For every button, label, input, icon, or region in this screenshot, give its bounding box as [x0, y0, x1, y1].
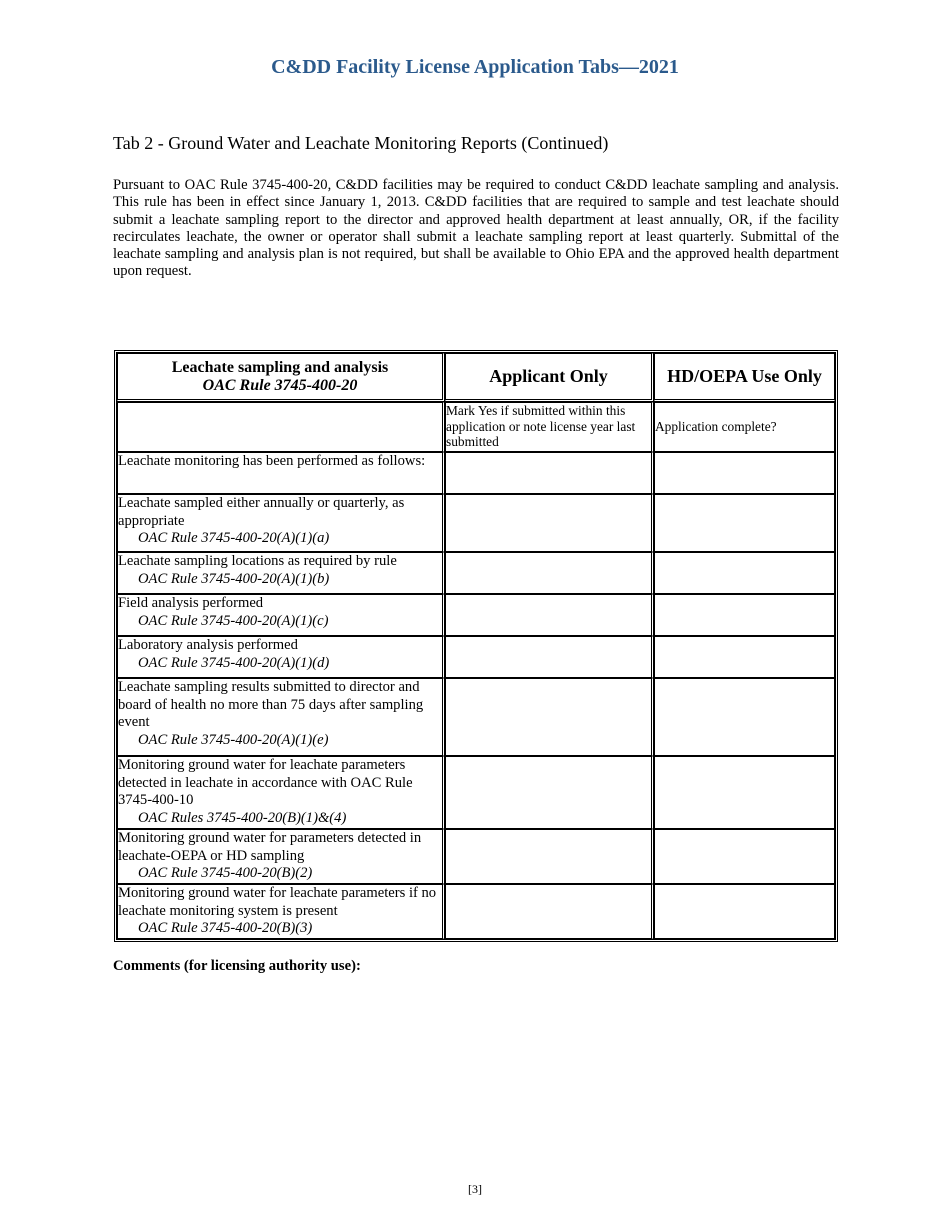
requirement-cell — [117, 756, 445, 829]
requirement-text: Leachate sampled either annually or quarterly, as appropriate — [118, 495, 405, 529]
requirement-text: Leachate monitoring has been performed as follows: — [118, 453, 426, 469]
requirement-rule: OAC Rule 3745-400-20(A)(1)(d) — [138, 654, 330, 671]
requirement-rule: OAC Rule 3745-400-20(A)(1)(a) — [138, 530, 330, 546]
applicant-entry-cell[interactable] — [445, 829, 654, 884]
col3-header — [654, 353, 835, 402]
requirement-text: Monitoring ground water for parameters detected in leachate-OEPA or HD sampling — [118, 830, 422, 864]
application-complete-label: Application complete? — [654, 402, 835, 452]
requirement-cell — [117, 594, 445, 636]
col1-rule: OAC Rule 3745-400-20 — [202, 376, 358, 394]
applicant-entry-cell[interactable] — [445, 452, 654, 494]
table-subheader-row — [117, 402, 835, 452]
reviewer-entry-cell[interactable] — [654, 678, 835, 756]
table-row — [117, 452, 835, 494]
reviewer-entry-cell[interactable] — [654, 452, 835, 494]
applicant-entry-cell[interactable] — [445, 678, 654, 756]
table-row — [117, 636, 835, 678]
applicant-entry-cell[interactable] — [445, 594, 654, 636]
requirement-text: Field analysis performed — [118, 595, 264, 611]
requirement-rule: OAC Rules 3745-400-20(B)(1)&(4) — [138, 809, 347, 826]
table-row — [117, 594, 835, 636]
table-row — [117, 494, 835, 552]
page-number: [3] — [468, 1182, 482, 1196]
requirement-cell — [117, 829, 445, 884]
requirement-rule: OAC Rule 3745-400-20(A)(1)(c) — [138, 612, 329, 629]
table-row — [117, 552, 835, 594]
requirement-rule: OAC Rule 3745-400-20(A)(1)(e) — [138, 731, 329, 748]
requirement-cell — [117, 884, 445, 939]
section-heading: Tab 2 - Ground Water and Leachate Monitoring Reports (Continued) — [113, 133, 609, 153]
reviewer-entry-cell[interactable] — [654, 636, 835, 678]
col1-header — [117, 353, 445, 402]
applicant-instruction: Mark Yes if submitted within this application or note license year last submitted — [445, 402, 654, 452]
col2-header — [445, 353, 654, 402]
page-title: C&DD Facility License Application Tabs—2021 — [271, 56, 679, 78]
requirement-text: Laboratory analysis performed — [118, 637, 298, 653]
applicant-entry-cell[interactable] — [445, 884, 654, 939]
subheader-blank-cell — [117, 402, 445, 452]
requirement-text: Monitoring ground water for leachate parameters detected in leachate in accordance with OAC Rule 3745-400-10 — [118, 757, 413, 808]
requirement-cell — [117, 494, 445, 552]
reviewer-entry-cell[interactable] — [654, 552, 835, 594]
requirement-text: Leachate sampling results submitted to director and board of health no more than 75 days after sampling event — [118, 679, 424, 730]
requirement-cell — [117, 552, 445, 594]
requirement-rule: OAC Rule 3745-400-20(A)(1)(b) — [138, 570, 330, 587]
applicant-entry-cell[interactable] — [445, 636, 654, 678]
applicant-entry-cell[interactable] — [445, 494, 654, 552]
reviewer-entry-cell[interactable] — [654, 884, 835, 939]
applicant-entry-cell[interactable] — [445, 756, 654, 829]
requirement-rule: OAC Rule 3745-400-20(B)(2) — [138, 865, 313, 881]
intro-paragraph: Pursuant to OAC Rule 3745-400-20, C&DD facilities may be required to conduct C&DD leachate sampling and analysis. This rule has been in effect since January 1, 2013. C&DD facilities that are required to sample and test leachate should submit a leachate sampling report to the director and approved health department at least annually, OR, if the facility recirculates leachate, the owner or operator shall submit a leachate sampling report at least quarterly. Submittal of the leachate sampling and analysis plan is not required, but shall be available to Ohio EPA and the approved health department upon request. — [113, 177, 839, 280]
table-row — [117, 829, 835, 884]
reviewer-entry-cell[interactable] — [654, 756, 835, 829]
applicant-entry-cell[interactable] — [445, 552, 654, 594]
comments-label: Comments (for licensing authority use): — [113, 958, 361, 974]
table-header-row — [117, 353, 835, 402]
reviewer-entry-cell[interactable] — [654, 594, 835, 636]
table-row — [117, 756, 835, 829]
requirement-text: Monitoring ground water for leachate parameters if no leachate monitoring system is present — [118, 885, 437, 919]
reviewer-entry-cell[interactable] — [654, 829, 835, 884]
reviewer-entry-cell[interactable] — [654, 494, 835, 552]
requirement-cell — [117, 678, 445, 756]
requirement-cell — [117, 636, 445, 678]
col3-title: HD/OEPA Use Only — [667, 366, 822, 386]
requirement-rule: OAC Rule 3745-400-20(B)(3) — [138, 920, 313, 936]
leachate-checklist-table — [114, 350, 838, 942]
col1-title: Leachate sampling and analysis — [171, 358, 389, 376]
col2-title: Applicant Only — [489, 366, 608, 386]
table-row — [117, 884, 835, 939]
requirement-cell — [117, 452, 445, 494]
requirement-text: Leachate sampling locations as required by rule — [118, 553, 397, 569]
table-row — [117, 678, 835, 756]
